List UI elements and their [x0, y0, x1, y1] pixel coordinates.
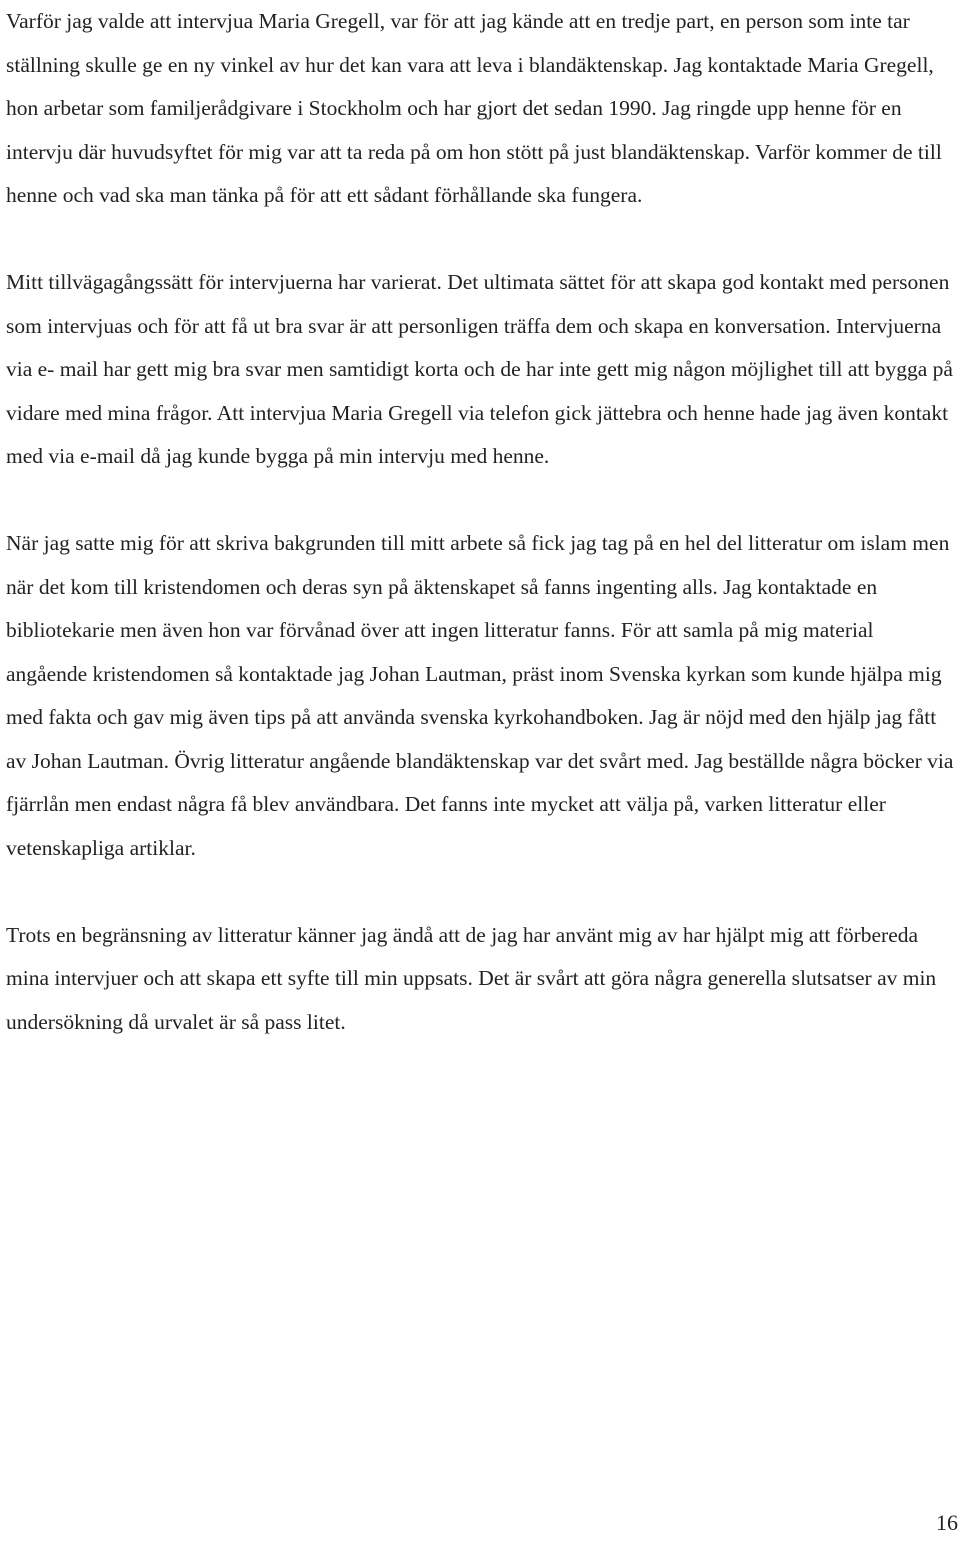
paragraph-interview-choice: Varför jag valde att intervjua Maria Gregell, var för att jag kände att en tredje part, en person som inte tar ställning skulle ge en ny vinkel av hur det kan vara att leva i blandäktenskap. Jag kontaktade Maria Gregell, hon arbetar som familjerådgivare i Stockholm och har gjort det sedan 1990. Jag ringde upp henne för en intervju där huvudsyftet för mig var att ta reda på om hon stött på just blandäktenskap. Varför kommer de till henne och vad ska man tänka på för att ett sådant förhållande ska fungera. [6, 9, 942, 207]
paragraph-literature-background: När jag satte mig för att skriva bakgrunden till mitt arbete så fick jag tag på en hel del litteratur om islam men när det kom till kristendomen och deras syn på äktenskapet så fanns ingenting alls. Jag kontaktade en bibliotekarie men även hon var förvånad över att ingen litteratur fanns. För att samla på mig material angående kristendomen så kontaktade jag Johan Lautman, präst inom Svenska kyrkan som kunde hjälpa mig med fakta och gav mig även tips på att använda svenska kyrkohandboken. Jag är nöjd med den hjälp jag fått av Johan Lautman. Övrig litteratur angående blandäktenskap var det svårt med. Jag beställde några böcker via fjärrlån men endast några få blev användbara. Det fanns inte mycket att välja på, varken litteratur eller vetenskapliga artiklar. [6, 531, 954, 860]
document-body [6, 0, 956, 1044]
paragraph-interview-method: Mitt tillvägagångssätt för intervjuerna har varierat. Det ultimata sättet för att skapa god kontakt med personen som intervjuas och för att få ut bra svar är att personligen träffa dem och skapa en konversation. Intervjuerna via e- mail har gett mig bra svar men samtidigt korta och de har inte gett mig någon möjlighet till att bygga på vidare med mina frågor. Att intervjua Maria Gregell via telefon gick jättebra och henne hade jag även kontakt med via e-mail då jag kunde bygga på min intervju med henne. [6, 270, 953, 468]
paragraph-conclusion: Trots en begränsning av litteratur känner jag ändå att de jag har använt mig av har hjälpt mig att förbereda mina intervjuer och att skapa ett syfte till min uppsats. Det är svårt att göra några generella slutsatser av min undersökning då urvalet är så pass litet. [6, 922, 937, 1034]
page-number: 16 [936, 1510, 958, 1535]
